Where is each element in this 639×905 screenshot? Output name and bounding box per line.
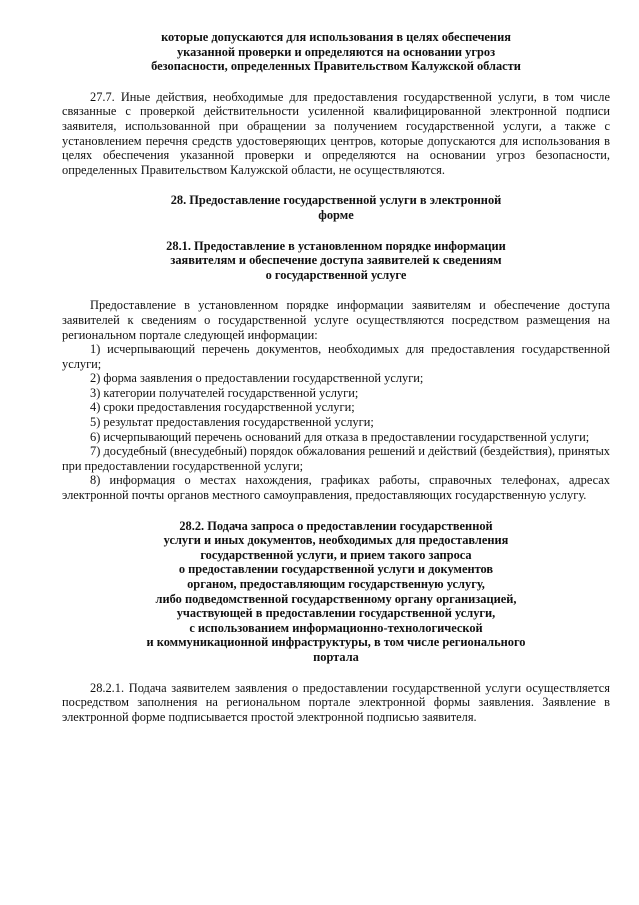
heading-line: о государственной услуге [265,267,407,282]
heading-line: с использованием информационно-технологической [189,620,483,635]
heading-line: 28. Предоставление государственной услуги в электронной [170,193,502,208]
heading-line: портала [313,649,359,664]
heading-line: указанной проверки и определяются на основании угроз [176,44,496,59]
list-item: 3) категории получателей государственной услуги; [90,385,359,400]
heading-section-28-2 [62,519,610,665]
heading-section-28 [62,193,610,222]
list-item: 7) досудебный (внесудебный) порядок обжалования решений и действий (бездействия), принятых при предоставлении государственной услуги; [62,444,610,473]
paragraph-27-7: 27.7. Иные действия, необходимые для предоставления государственной услуги, в том числе связанные с проверкой действительности усиленной квалифицированной электронной подписи заявителя, использованной при обращении за получением государственной услуги, а также с установлением перечня средств удостоверяющих центров, которые допускаются для использования в целях обеспечения указанной проверки и определяются на основании угроз безопасности, определенных Правительством Калужской области, не осуществляются. [62,89,610,177]
heading-line: либо подведомственной государственному органу организацией, [155,591,517,606]
heading-line: о предоставлении государственной услуги и документов [178,562,494,577]
heading-verification-tools [62,30,610,74]
heading-line: органом, предоставляющим государственную услугу, [187,577,485,591]
list-item: 6) исчерпывающий перечень оснований для отказа в предоставлении государственной услуги; [90,429,590,444]
heading-line: государственной услуги, и прием такого запроса [200,547,472,562]
heading-line: заявителям и обеспечение доступа заявителей к сведениям [170,253,502,268]
heading-line: и коммуникационной инфраструктуры, в том числе регионального [146,635,526,650]
heading-line: которые допускаются для использования в целях обеспечения [161,30,511,44]
heading-line: услуги и иных документов, необходимых для предоставления [163,533,509,548]
heading-line: участвующей в предоставлении государственной услуги, [176,606,496,621]
heading-line: безопасности, определенных Правительством Калужской области [151,59,521,74]
list-item: 8) информация о местах нахождения, графиках работы, справочных телефонах, адресах электронной почты органов местного самоуправления, предоставляющих государственную услугу. [62,473,610,503]
document-page [62,30,610,724]
heading-line: 28.2. Подача запроса о предоставлении государственной [179,518,493,533]
list-item: 2) форма заявления о предоставлении государственной услуги; [90,371,424,386]
paragraph-28-2-1: 28.2.1. Подача заявителем заявления о предоставлении государственной услуги осуществляется посредством заполнения на региональном портале электронной формы заявления. Заявление в электронной форме подписывается простой электронной подписью заявителя. [62,680,610,724]
list-item: 5) результат предоставления государственной услуги; [90,415,374,430]
paragraph-28-1-intro: Предоставление в установленном порядке информации заявителям и обеспечение доступа заявителей к сведениям о государственной услуге осуществляются посредством размещения на региональном портале следующей информации: [62,298,610,342]
list-item: 4) сроки предоставления государственной услуги; [90,400,355,415]
heading-section-28-1 [62,239,610,283]
list-item: 1) исчерпывающий перечень документов, необходимых для предоставления государственной услуги; [62,342,610,371]
heading-line: форме [318,207,354,222]
heading-line: 28.1. Предоставление в установленном порядке информации [166,238,506,253]
